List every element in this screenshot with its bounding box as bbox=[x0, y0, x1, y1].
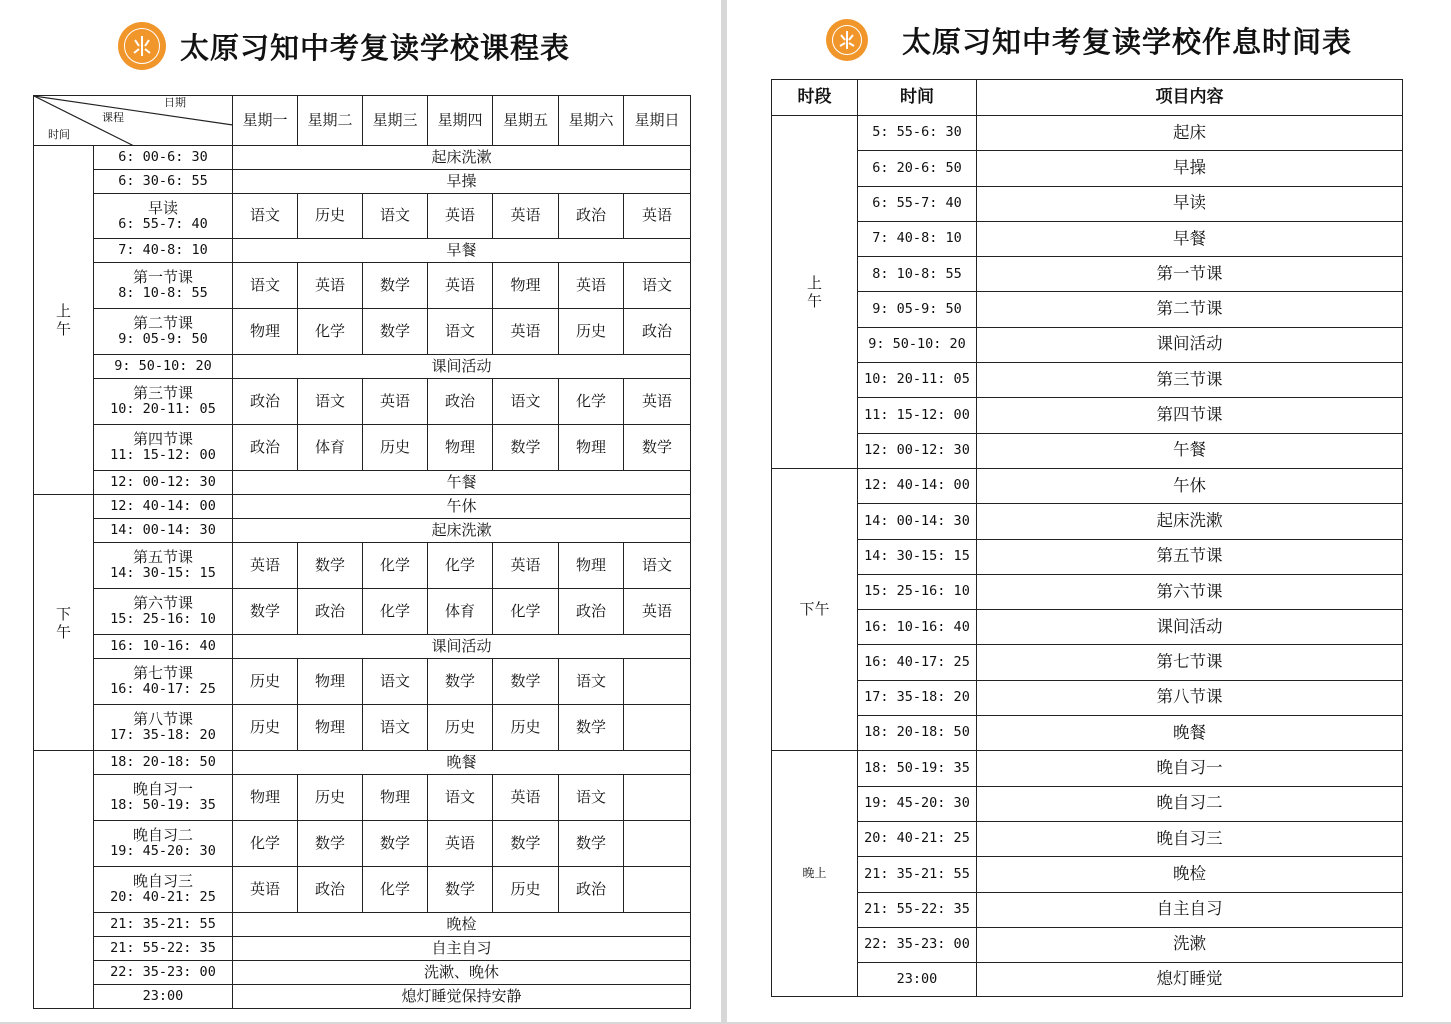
subject-cell: 英语 bbox=[233, 543, 298, 589]
day-header: 星期六 bbox=[559, 96, 624, 146]
lesson-name: 第五节课 bbox=[132, 548, 193, 567]
period-cell-afternoon: 下午 bbox=[772, 468, 858, 750]
subject-cell: 化学 bbox=[363, 867, 428, 913]
subject-cell: 英语 bbox=[428, 821, 493, 867]
schedule-row bbox=[34, 937, 691, 961]
subject-cell: 物理 bbox=[559, 425, 624, 471]
subject-cell: 物理 bbox=[559, 543, 624, 589]
subject-cell bbox=[624, 775, 691, 821]
schedule-row bbox=[34, 635, 691, 659]
time-range: 14: 30-15: 15 bbox=[858, 539, 977, 574]
routine-row bbox=[772, 186, 1403, 221]
right-title-row bbox=[826, 18, 1352, 62]
time-range: 12: 00-12: 30 bbox=[110, 473, 216, 490]
subject-cell: 语文 bbox=[493, 379, 559, 425]
lesson-name: 第七节课 bbox=[132, 664, 193, 683]
subject-cell: 化学 bbox=[363, 543, 428, 589]
subject-cell: 英语 bbox=[493, 543, 559, 589]
time-range: 19: 45-20: 30 bbox=[858, 786, 977, 821]
time-range: 22: 35-23: 00 bbox=[110, 963, 216, 980]
time-slot-cell bbox=[94, 239, 233, 263]
time-range: 9: 05-9: 50 bbox=[858, 292, 977, 327]
schedule-row bbox=[34, 146, 691, 170]
activity-cell: 早餐 bbox=[233, 239, 691, 263]
period-char: 午 bbox=[806, 291, 822, 310]
activity-cell: 熄灯睡觉保持安静 bbox=[233, 985, 691, 1009]
time-slot-cell bbox=[94, 495, 233, 519]
schedule-row bbox=[34, 519, 691, 543]
subject-cell: 英语 bbox=[624, 379, 691, 425]
routine-row bbox=[772, 292, 1403, 327]
subject-cell: 政治 bbox=[298, 867, 363, 913]
time-slot-cell bbox=[94, 867, 233, 913]
activity-cell: 早操 bbox=[233, 170, 691, 194]
subject-cell: 政治 bbox=[624, 309, 691, 355]
subject-cell: 语文 bbox=[428, 309, 493, 355]
routine-row bbox=[772, 927, 1403, 962]
time-range: 9: 50-10: 20 bbox=[114, 357, 212, 374]
time-slot-cell bbox=[94, 425, 233, 471]
lesson-name: 晚自习二 bbox=[132, 826, 193, 845]
schedule-row bbox=[34, 379, 691, 425]
lesson-name: 早读 bbox=[147, 198, 178, 217]
routine-row bbox=[772, 221, 1403, 256]
subject-cell: 英语 bbox=[363, 379, 428, 425]
routine-item: 第七节课 bbox=[977, 645, 1403, 680]
diag-date-label: 日期 bbox=[164, 96, 186, 109]
time-range: 5: 55-6: 30 bbox=[858, 116, 977, 151]
diagonal-header-cell bbox=[34, 96, 233, 146]
subject-cell: 英语 bbox=[493, 309, 559, 355]
subject-cell: 化学 bbox=[428, 543, 493, 589]
time-range: 19: 45-20: 30 bbox=[110, 843, 216, 860]
routine-header-row bbox=[772, 80, 1403, 116]
schedule-row bbox=[34, 239, 691, 263]
time-slot-cell bbox=[94, 170, 233, 194]
time-range: 7: 40-8: 10 bbox=[118, 241, 208, 258]
subject-cell: 政治 bbox=[559, 194, 624, 239]
routine-row bbox=[772, 857, 1403, 892]
routine-item: 课间活动 bbox=[977, 610, 1403, 645]
time-slot-cell bbox=[94, 543, 233, 589]
lesson-name: 第四节课 bbox=[132, 430, 193, 449]
routine-row bbox=[772, 504, 1403, 539]
routine-item: 晚自习三 bbox=[977, 821, 1403, 856]
time-range: 18: 50-19: 35 bbox=[110, 797, 216, 814]
routine-item: 第六节课 bbox=[977, 574, 1403, 609]
routine-row bbox=[772, 327, 1403, 362]
diag-course-label: 课程 bbox=[102, 111, 124, 124]
column-header-item: 项目内容 bbox=[977, 80, 1403, 116]
routine-item: 晚自习一 bbox=[977, 751, 1403, 786]
routine-item: 早餐 bbox=[977, 221, 1403, 256]
schedule-row bbox=[34, 355, 691, 379]
time-slot-cell bbox=[94, 705, 233, 751]
time-range: 8: 10-8: 55 bbox=[118, 285, 208, 302]
schedule-row bbox=[34, 913, 691, 937]
time-slot-cell bbox=[94, 659, 233, 705]
subject-cell: 数学 bbox=[428, 867, 493, 913]
routine-item: 午餐 bbox=[977, 433, 1403, 468]
period-cell-morning bbox=[34, 146, 94, 495]
routine-row bbox=[772, 751, 1403, 786]
time-range: 21: 55-22: 35 bbox=[858, 892, 977, 927]
routine-row bbox=[772, 363, 1403, 398]
routine-row bbox=[772, 716, 1403, 751]
subject-cell: 政治 bbox=[559, 867, 624, 913]
routine-row bbox=[772, 398, 1403, 433]
time-slot-cell bbox=[94, 913, 233, 937]
subject-cell: 化学 bbox=[233, 821, 298, 867]
lesson-name: 第一节课 bbox=[132, 268, 193, 287]
time-range: 23:00 bbox=[142, 987, 184, 1004]
time-range: 16: 40-17: 25 bbox=[110, 681, 216, 698]
subject-cell: 物理 bbox=[233, 775, 298, 821]
subject-cell: 历史 bbox=[298, 194, 363, 239]
subject-cell: 英语 bbox=[559, 263, 624, 309]
time-slot-cell bbox=[94, 263, 233, 309]
subject-cell: 语文 bbox=[233, 194, 298, 239]
subject-cell: 语文 bbox=[624, 543, 691, 589]
schedule-row bbox=[34, 471, 691, 495]
left-title-row bbox=[118, 18, 570, 74]
time-slot-cell bbox=[94, 821, 233, 867]
day-header: 星期三 bbox=[363, 96, 428, 146]
time-slot-cell bbox=[94, 985, 233, 1009]
subject-cell: 数学 bbox=[363, 821, 428, 867]
day-header: 星期四 bbox=[428, 96, 493, 146]
schedule-row bbox=[34, 821, 691, 867]
schedule-row bbox=[34, 309, 691, 355]
routine-item: 熄灯睡觉 bbox=[977, 963, 1403, 997]
subject-cell: 政治 bbox=[559, 589, 624, 635]
period-char: 上 bbox=[55, 302, 71, 320]
routine-row bbox=[772, 786, 1403, 821]
period-char: 下 bbox=[55, 604, 71, 623]
subject-cell: 语文 bbox=[233, 263, 298, 309]
routine-item: 第一节课 bbox=[977, 257, 1403, 292]
schedule-row bbox=[34, 659, 691, 705]
time-slot-cell bbox=[94, 775, 233, 821]
routine-item: 起床 bbox=[977, 116, 1403, 151]
time-range: 18: 50-19: 35 bbox=[858, 751, 977, 786]
routine-item: 课间活动 bbox=[977, 327, 1403, 362]
lesson-name: 第三节课 bbox=[132, 384, 193, 403]
subject-cell: 历史 bbox=[233, 705, 298, 751]
subject-cell: 物理 bbox=[298, 659, 363, 705]
period-cell-morning bbox=[772, 116, 858, 469]
period-cell-evening bbox=[34, 751, 94, 1009]
time-range: 9: 50-10: 20 bbox=[858, 327, 977, 362]
lesson-name: 第八节课 bbox=[132, 710, 193, 729]
time-range: 12: 40-14: 00 bbox=[858, 468, 977, 503]
lesson-name: 晚自习一 bbox=[132, 780, 193, 799]
activity-cell: 午餐 bbox=[233, 471, 691, 495]
subject-cell: 化学 bbox=[493, 589, 559, 635]
subject-cell: 化学 bbox=[298, 309, 363, 355]
period-char: 午 bbox=[55, 622, 71, 641]
routine-title: 太原习知中考复读学校作息时间表 bbox=[902, 24, 1353, 59]
diag-time-label: 时间 bbox=[48, 128, 70, 141]
subject-cell: 政治 bbox=[428, 379, 493, 425]
day-header: 星期日 bbox=[624, 96, 691, 146]
subject-cell bbox=[624, 659, 691, 705]
time-slot-cell bbox=[94, 194, 233, 239]
period-char: 午 bbox=[55, 320, 71, 338]
subject-cell: 历史 bbox=[493, 867, 559, 913]
time-range: 11: 15-12: 00 bbox=[858, 398, 977, 433]
subject-cell: 数学 bbox=[363, 263, 428, 309]
subject-cell: 数学 bbox=[559, 821, 624, 867]
lesson-name: 第二节课 bbox=[132, 314, 193, 333]
lesson-name: 晚自习三 bbox=[132, 872, 193, 891]
period-cell-afternoon bbox=[34, 495, 94, 751]
period-cell-evening: 晚上 bbox=[772, 751, 858, 997]
subject-cell: 历史 bbox=[363, 425, 428, 471]
time-range: 16: 10-16: 40 bbox=[110, 637, 216, 654]
routine-item: 晚餐 bbox=[977, 716, 1403, 751]
subject-cell: 数学 bbox=[233, 589, 298, 635]
routine-item: 第三节课 bbox=[977, 363, 1403, 398]
time-slot-cell bbox=[94, 379, 233, 425]
time-range: 6: 30-6: 55 bbox=[118, 172, 208, 189]
routine-item: 晚自习二 bbox=[977, 786, 1403, 821]
routine-row bbox=[772, 116, 1403, 151]
time-range: 21: 55-22: 35 bbox=[110, 939, 216, 956]
time-range: 21: 35-21: 55 bbox=[110, 915, 216, 932]
routine-row bbox=[772, 257, 1403, 292]
activity-cell: 自主自习 bbox=[233, 937, 691, 961]
subject-cell: 物理 bbox=[298, 705, 363, 751]
schedule-row bbox=[34, 543, 691, 589]
subject-cell: 语文 bbox=[559, 659, 624, 705]
subject-cell: 历史 bbox=[559, 309, 624, 355]
time-range: 6: 00-6: 30 bbox=[118, 148, 208, 165]
subject-cell: 政治 bbox=[298, 589, 363, 635]
routine-row bbox=[772, 892, 1403, 927]
routine-item: 洗漱 bbox=[977, 927, 1403, 962]
time-range: 10: 20-11: 05 bbox=[858, 363, 977, 398]
time-range: 20: 40-21: 25 bbox=[858, 821, 977, 856]
subject-cell: 政治 bbox=[233, 379, 298, 425]
routine-item: 早读 bbox=[977, 186, 1403, 221]
header-row bbox=[34, 96, 691, 146]
time-range: 12: 00-12: 30 bbox=[858, 433, 977, 468]
time-range: 22: 35-23: 00 bbox=[858, 927, 977, 962]
subject-cell: 物理 bbox=[363, 775, 428, 821]
time-slot-cell bbox=[94, 309, 233, 355]
time-slot-cell bbox=[94, 355, 233, 379]
activity-cell: 洗漱、晚休 bbox=[233, 961, 691, 985]
subject-cell: 物理 bbox=[233, 309, 298, 355]
schedule-row bbox=[34, 194, 691, 239]
subject-cell: 英语 bbox=[428, 263, 493, 309]
subject-cell: 语文 bbox=[363, 659, 428, 705]
subject-cell bbox=[624, 821, 691, 867]
daily-routine-table bbox=[771, 79, 1403, 997]
subject-cell: 政治 bbox=[233, 425, 298, 471]
subject-cell bbox=[624, 705, 691, 751]
routine-row bbox=[772, 468, 1403, 503]
time-slot-cell bbox=[94, 471, 233, 495]
schedule-row bbox=[34, 775, 691, 821]
schedule-row bbox=[34, 170, 691, 194]
routine-row bbox=[772, 680, 1403, 715]
time-slot-cell bbox=[94, 937, 233, 961]
time-range: 14: 30-15: 15 bbox=[110, 565, 216, 582]
schedule-row bbox=[34, 495, 691, 519]
column-header-time: 时间 bbox=[858, 80, 977, 116]
routine-row bbox=[772, 610, 1403, 645]
subject-cell: 数学 bbox=[428, 659, 493, 705]
subject-cell: 英语 bbox=[624, 589, 691, 635]
time-range: 15: 25-16: 10 bbox=[858, 574, 977, 609]
activity-cell: 课间活动 bbox=[233, 355, 691, 379]
routine-item: 早操 bbox=[977, 151, 1403, 186]
subject-cell: 数学 bbox=[363, 309, 428, 355]
day-header: 星期五 bbox=[493, 96, 559, 146]
routine-item: 第五节课 bbox=[977, 539, 1403, 574]
subject-cell: 语文 bbox=[428, 775, 493, 821]
subject-cell: 英语 bbox=[233, 867, 298, 913]
routine-row bbox=[772, 645, 1403, 680]
time-slot-cell bbox=[94, 589, 233, 635]
subject-cell: 英语 bbox=[493, 775, 559, 821]
time-range: 10: 20-11: 05 bbox=[110, 401, 216, 418]
time-range: 14: 00-14: 30 bbox=[110, 521, 216, 538]
routine-row bbox=[772, 539, 1403, 574]
activity-cell: 晚检 bbox=[233, 913, 691, 937]
schedule-row bbox=[34, 961, 691, 985]
subject-cell: 英语 bbox=[298, 263, 363, 309]
time-range: 17: 35-18: 20 bbox=[858, 680, 977, 715]
time-range: 8: 10-8: 55 bbox=[858, 257, 977, 292]
routine-row bbox=[772, 821, 1403, 856]
time-range: 21: 35-21: 55 bbox=[858, 857, 977, 892]
routine-row bbox=[772, 151, 1403, 186]
subject-cell: 数学 bbox=[493, 659, 559, 705]
activity-cell: 课间活动 bbox=[233, 635, 691, 659]
routine-row bbox=[772, 433, 1403, 468]
subject-cell: 数学 bbox=[298, 821, 363, 867]
routine-row bbox=[772, 574, 1403, 609]
time-range: 18: 20-18: 50 bbox=[110, 753, 216, 770]
subject-cell bbox=[624, 867, 691, 913]
time-slot-cell bbox=[94, 519, 233, 543]
schedule-row bbox=[34, 985, 691, 1009]
period-char: 上 bbox=[806, 273, 822, 292]
activity-cell: 午休 bbox=[233, 495, 691, 519]
subject-cell: 数学 bbox=[298, 543, 363, 589]
time-range: 7: 40-8: 10 bbox=[858, 221, 977, 256]
routine-row bbox=[772, 963, 1403, 997]
time-range: 20: 40-21: 25 bbox=[110, 889, 216, 906]
schedule-row bbox=[34, 263, 691, 309]
schedule-row bbox=[34, 705, 691, 751]
time-range: 14: 00-14: 30 bbox=[858, 504, 977, 539]
time-range: 12: 40-14: 00 bbox=[110, 497, 216, 514]
routine-item: 第四节课 bbox=[977, 398, 1403, 433]
time-range: 15: 25-16: 10 bbox=[110, 611, 216, 628]
time-range: 9: 05-9: 50 bbox=[118, 331, 208, 348]
time-range: 16: 10-16: 40 bbox=[858, 610, 977, 645]
subject-cell: 英语 bbox=[493, 194, 559, 239]
subject-cell: 数学 bbox=[559, 705, 624, 751]
subject-cell: 体育 bbox=[428, 589, 493, 635]
subject-cell: 语文 bbox=[298, 379, 363, 425]
subject-cell: 物理 bbox=[493, 263, 559, 309]
column-header-period: 时段 bbox=[772, 80, 858, 116]
subject-cell: 语文 bbox=[559, 775, 624, 821]
subject-cell: 数学 bbox=[493, 425, 559, 471]
schedule-row bbox=[34, 425, 691, 471]
time-range: 23:00 bbox=[858, 963, 977, 997]
subject-cell: 数学 bbox=[493, 821, 559, 867]
time-range: 6: 55-7: 40 bbox=[858, 186, 977, 221]
subject-cell: 语文 bbox=[363, 194, 428, 239]
schedule-row bbox=[34, 751, 691, 775]
schedule-row bbox=[34, 867, 691, 913]
routine-item: 午休 bbox=[977, 468, 1403, 503]
time-range: 6: 55-7: 40 bbox=[118, 215, 208, 232]
lesson-name: 第六节课 bbox=[132, 594, 193, 613]
time-range: 16: 40-17: 25 bbox=[858, 645, 977, 680]
subject-cell: 物理 bbox=[428, 425, 493, 471]
time-range: 11: 15-12: 00 bbox=[110, 447, 216, 464]
subject-cell: 历史 bbox=[428, 705, 493, 751]
day-header: 星期一 bbox=[233, 96, 298, 146]
time-range: 18: 20-18: 50 bbox=[858, 716, 977, 751]
routine-item: 晚检 bbox=[977, 857, 1403, 892]
school-logo-icon bbox=[118, 22, 166, 70]
activity-cell: 起床洗漱 bbox=[233, 146, 691, 170]
subject-cell: 历史 bbox=[233, 659, 298, 705]
routine-item: 起床洗漱 bbox=[977, 504, 1403, 539]
time-range: 17: 35-18: 20 bbox=[110, 727, 216, 744]
subject-cell: 化学 bbox=[559, 379, 624, 425]
routine-item: 第二节课 bbox=[977, 292, 1403, 327]
subject-cell: 语文 bbox=[363, 705, 428, 751]
subject-cell: 体育 bbox=[298, 425, 363, 471]
routine-item: 第八节课 bbox=[977, 680, 1403, 715]
subject-cell: 历史 bbox=[298, 775, 363, 821]
time-slot-cell bbox=[94, 961, 233, 985]
time-range: 6: 20-6: 50 bbox=[858, 151, 977, 186]
schedule-row bbox=[34, 589, 691, 635]
subject-cell: 化学 bbox=[363, 589, 428, 635]
schedule-title: 太原习知中考复读学校课程表 bbox=[180, 30, 571, 65]
course-schedule-table bbox=[33, 95, 691, 1009]
school-logo-icon bbox=[826, 19, 868, 61]
activity-cell: 起床洗漱 bbox=[233, 519, 691, 543]
subject-cell: 英语 bbox=[428, 194, 493, 239]
activity-cell: 晚餐 bbox=[233, 751, 691, 775]
day-header: 星期二 bbox=[298, 96, 363, 146]
subject-cell: 语文 bbox=[624, 263, 691, 309]
subject-cell: 英语 bbox=[624, 194, 691, 239]
routine-item: 自主自习 bbox=[977, 892, 1403, 927]
subject-cell: 数学 bbox=[624, 425, 691, 471]
time-slot-cell bbox=[94, 635, 233, 659]
time-slot-cell bbox=[94, 751, 233, 775]
time-slot-cell bbox=[94, 146, 233, 170]
subject-cell: 历史 bbox=[493, 705, 559, 751]
